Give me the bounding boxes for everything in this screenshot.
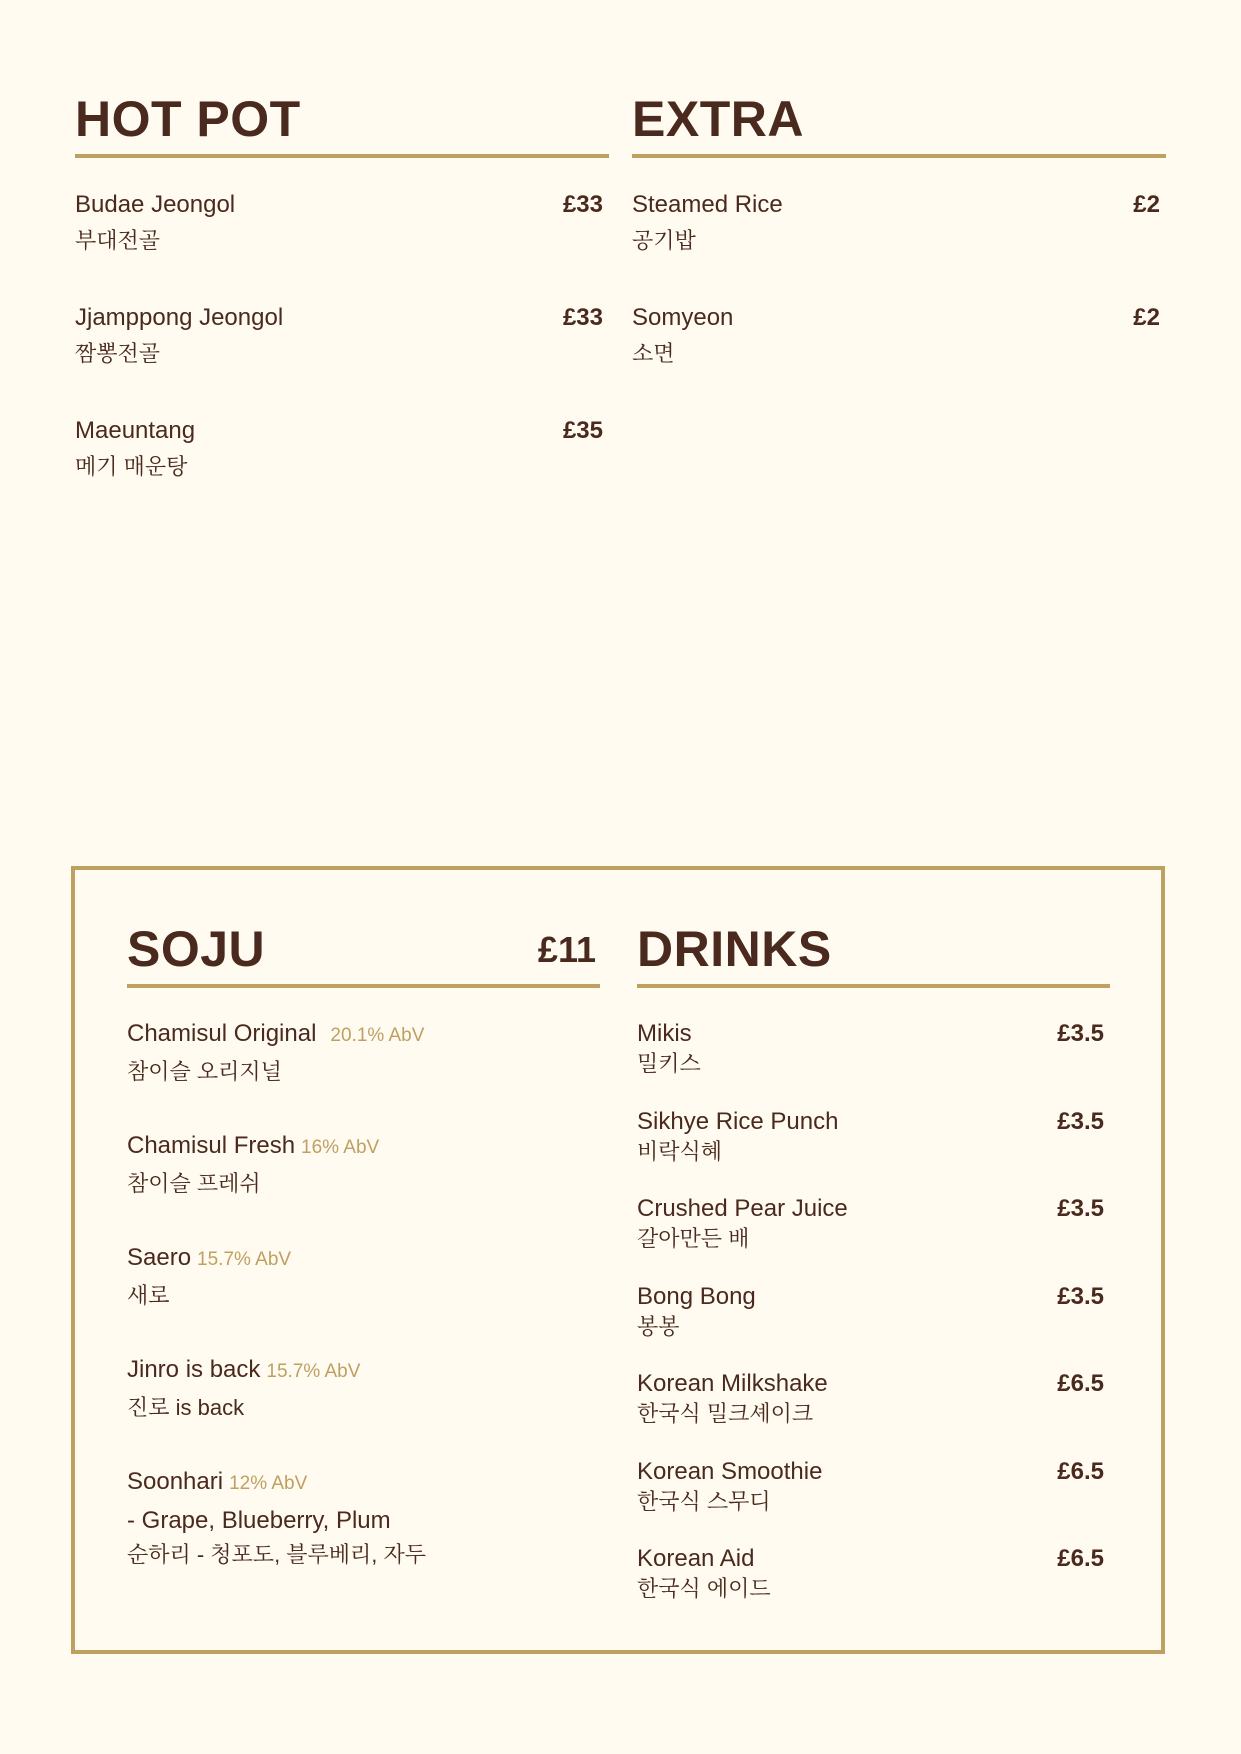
item-name: Jjamppong Jeongol [75,304,284,331]
extra-header [632,70,1166,158]
item-korean: 한국식 밀크셰이크 [637,1401,814,1426]
item-korean: 소면 [632,341,675,366]
item-name: Jinro is back [127,1356,261,1383]
menu-item [127,1131,600,1243]
item-price: £33 [562,191,603,218]
menu-item [637,1544,1110,1632]
menu-item [637,1019,1110,1107]
item-name: Mikis [637,1020,692,1047]
item-price: £3.5 [1057,1195,1104,1222]
item-name: Soonhari [127,1468,224,1495]
item-korean: 갈아만든 배 [637,1226,750,1251]
item-name: Chamisul Original [127,1020,317,1047]
menu-item [75,190,609,303]
item-korean: 진로 is back [127,1395,245,1420]
menu-item [75,416,609,529]
item-abv: 16% AbV [301,1137,380,1158]
item-price: £35 [562,417,603,444]
item-name: Bong Bong [637,1282,756,1310]
item-name: Korean Aid [637,1545,755,1572]
extra-items [632,158,1166,416]
menu-item [637,1282,1110,1370]
item-price: £6.5 [1057,1370,1104,1397]
extra-section [632,70,1166,416]
menu-item [637,1194,1110,1282]
drinks-items [637,988,1110,1632]
soju-title: SOJU [127,921,266,977]
item-name: Steamed Rice [632,191,783,218]
hotpot-title: HOT POT [75,91,301,147]
drinks-section [637,900,1110,1632]
item-name: Maeuntang [75,417,196,444]
drinks-header [637,900,1110,988]
menu-item [127,1467,600,1579]
item-name: Crushed Pear Juice [637,1195,848,1222]
item-abv: 12% AbV [229,1473,308,1494]
item-korean: 참이슬 프레쉬 [127,1171,261,1196]
item-korean: 순하리 - 청포도, 블루베리, 자두 [127,1542,427,1567]
menu-item [632,190,1166,303]
item-korean: 비락식혜 [637,1138,723,1164]
item-price: £2 [1133,304,1160,331]
hotpot-header [75,70,609,158]
item-abv: 15.7% AbV [266,1361,361,1382]
item-korean: 참이슬 오리지널 [127,1059,282,1084]
item-price: £33 [562,304,603,331]
item-price: £6.5 [1057,1545,1104,1572]
menu-item [637,1107,1110,1195]
item-korean: 봉봉 [637,1313,680,1339]
hotpot-section [75,70,609,529]
extra-title: EXTRA [632,91,804,147]
menu-item [637,1457,1110,1545]
item-name: Chamisul Fresh [127,1132,296,1159]
soju-items [127,988,600,1579]
menu-item [127,1355,600,1467]
menu-item [127,1019,600,1131]
item-abv: 15.7% AbV [197,1249,292,1270]
item-name: Budae Jeongol [75,191,236,218]
soju-header [127,900,600,988]
item-korean: 새로 [127,1283,170,1308]
item-name: Sikhye Rice Punch [637,1107,839,1135]
item-korean: 메기 매운탕 [75,454,188,479]
item-korean: 밀키스 [637,1051,701,1076]
menu-item [632,303,1166,416]
item-price: £6.5 [1057,1457,1104,1485]
item-name: Korean Smoothie [637,1457,823,1485]
soju-price: £11 [537,929,596,970]
item-price: £2 [1133,191,1160,218]
menu-item [637,1369,1110,1457]
item-price: £3.5 [1057,1107,1104,1135]
item-price: £3.5 [1057,1020,1104,1047]
item-name: Somyeon [632,304,734,331]
drinks-title: DRINKS [637,921,832,977]
item-korean: 한국식 스무디 [637,1488,771,1514]
menu-item [127,1243,600,1355]
item-abv: 20.1% AbV [330,1025,425,1046]
menu-item [75,303,609,416]
item-korean: 짬뽕전골 [75,341,161,366]
item-korean: 한국식 에이드 [637,1576,771,1601]
soju-section [127,900,600,1579]
item-name: Korean Milkshake [637,1370,828,1397]
item-flavours: - Grape, Blueberry, Plum [127,1507,391,1534]
hotpot-items [75,158,609,529]
item-price: £3.5 [1057,1282,1104,1310]
item-korean: 공기밥 [632,228,696,253]
item-korean: 부대전골 [75,228,161,253]
item-name: Saero [127,1244,192,1271]
